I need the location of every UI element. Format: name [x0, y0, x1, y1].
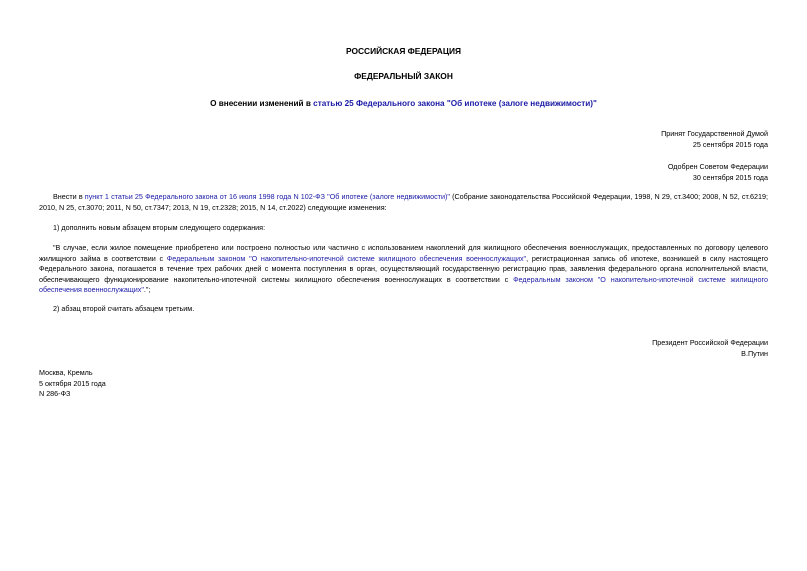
military-mortgage-law-link-1[interactable]: Федеральным законом "О накопительно-ипотечной системе жилищного обеспечения военнослужащих" [166, 253, 527, 263]
article-reference-link[interactable]: пункт 1 статьи 25 Федерального закона от 16 июля 1998 года N 102-ФЗ "Об ипотеке (залоге недвижимости)" [84, 192, 450, 201]
law-title-link[interactable]: статью 25 Федерального закона "Об ипотеке (залоге недвижимости)" [313, 99, 597, 108]
law-type-heading: ФЕДЕРАЛЬНЫЙ ЗАКОН [354, 71, 453, 81]
duma-adoption-date: 25 сентября 2015 года [692, 140, 768, 149]
amendment-item-1: 1) дополнить новым абзацем вторым следующего содержания: [53, 223, 266, 232]
signatory-title: Президент Российской Федерации [652, 338, 768, 347]
place-date-block [39, 368, 106, 400]
council-approval-label: Одобрен Советом Федерации [667, 162, 768, 171]
law-number: N 286-ФЗ [39, 389, 71, 399]
law-title-prefix: О внесении изменений в [210, 99, 314, 108]
intro-suffix: (Собрание законодательства Российской Федерации, 1998, N 29, ст.3400; 2008, N 52, ст.6219; 2010, N 25, ст.3070; 2011, N 50, ст.7347; 2013, N 19, ст.2328; 2015, N 14, ст.2022) следующие изменения: [39, 192, 768, 212]
new-paragraph-part-1: "В случае, если жилое помещение приобретено или построено полностью или частично с использованием накоплений для жилищного обеспечения военнослужащих, предоставленных по договору целевого жилищного займа в соответствии с [39, 243, 768, 263]
new-paragraph-part-2: , регистрационная запись об ипотеке, возникшей в силу настоящего Федерального закона, погашается в течение трех рабочих дней с момента поступления в орган, осуществляющий государственную регистрацию прав, заявления федерального органа исполнительной власти, обеспечивающего функционирование накопительно-ипотечной системы жилищного обеспечения военнослужащих в соответствии с [39, 253, 768, 284]
council-approval [668, 161, 768, 183]
duma-adoption [661, 128, 768, 150]
intro-paragraph [39, 192, 768, 213]
law-title [0, 99, 807, 108]
duma-adoption-label: Принят Государственной Думой [661, 129, 768, 138]
signature-block [652, 337, 768, 359]
signatory-name: В.Путин [741, 349, 768, 358]
new-paragraph-part-3: ."; [143, 285, 151, 295]
military-mortgage-law-link-2[interactable]: Федеральным законом "О накопительно-ипотечной системе жилищного обеспечения военнослужащих" [39, 274, 768, 295]
new-paragraph-text [39, 243, 768, 296]
amendment-item-2: 2) абзац второй считать абзацем третьим. [53, 304, 195, 313]
signing-date: 5 октября 2015 года [39, 378, 106, 388]
intro-prefix: Внести в [53, 192, 85, 201]
federation-heading: РОССИЙСКАЯ ФЕДЕРАЦИЯ [345, 46, 462, 56]
signing-place: Москва, Кремль [39, 368, 93, 377]
council-approval-date: 30 сентября 2015 года [692, 173, 768, 182]
